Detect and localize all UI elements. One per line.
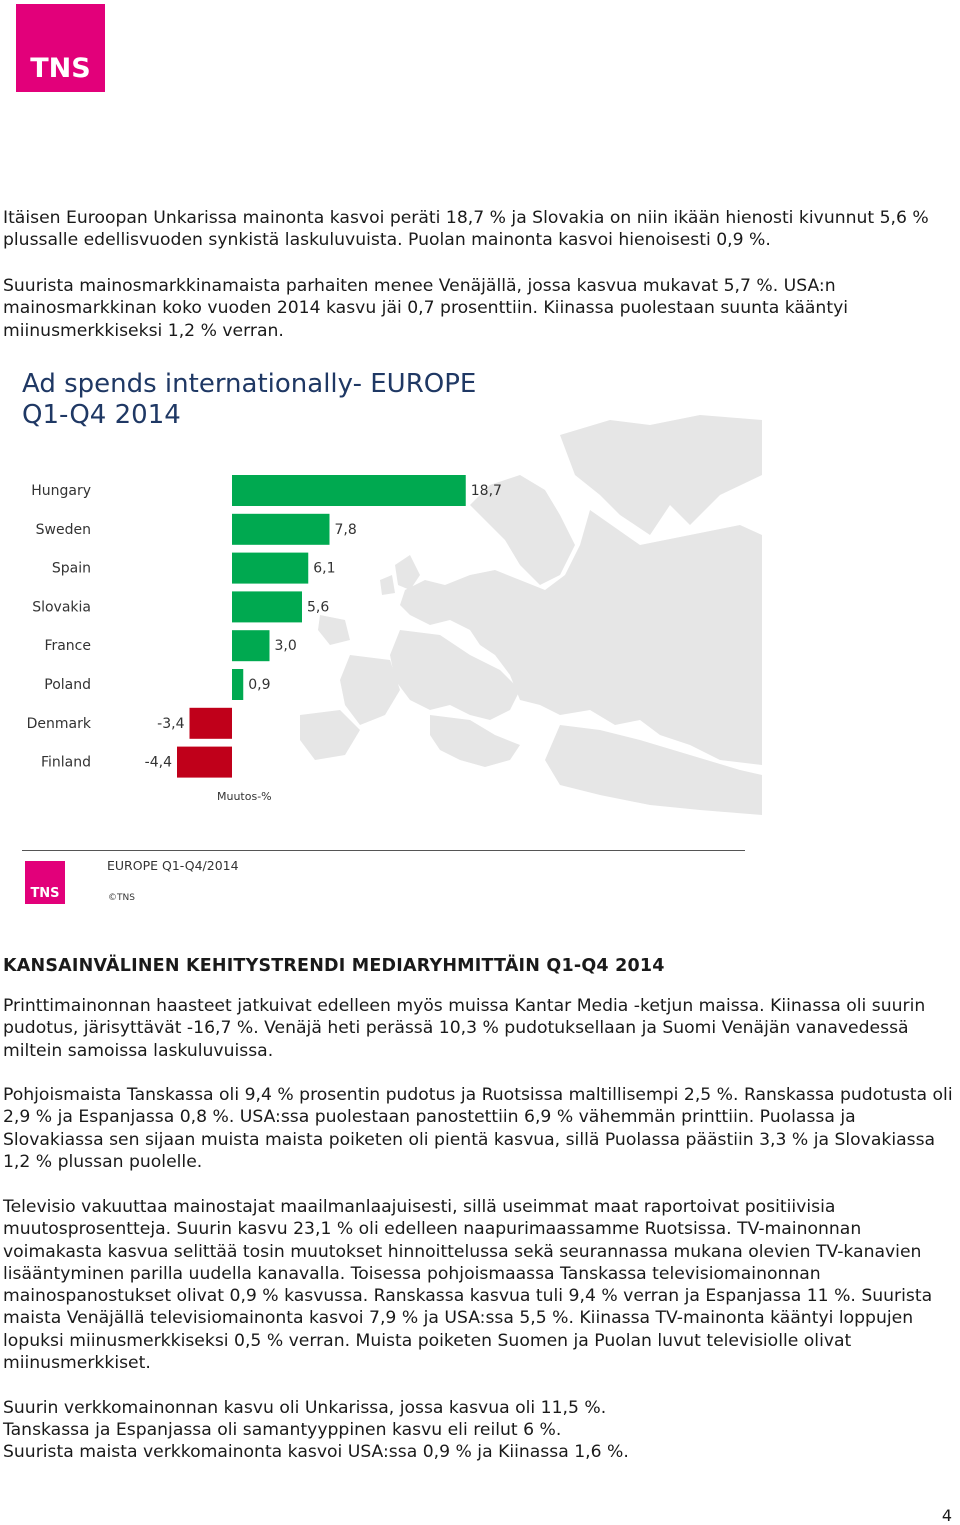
category-label: Slovakia — [32, 599, 91, 616]
bar-denmark — [190, 708, 233, 739]
slide-footer-divider — [22, 850, 745, 851]
value-label: 7,8 — [334, 521, 357, 538]
category-label: Finland — [40, 754, 91, 771]
section-heading: KANSAINVÄLINEN KEHITYSTRENDI MEDIARYHMITTÄIN Q1-Q4 2014 — [3, 956, 665, 976]
paragraph-television: Televisio vakuuttaa mainostajat maailmanlaajuisesti, sillä useimmat maat raportoivat positiivisia muutosprosentteja. Suurin kasvu 23,1 % oli edelleen naapurimaassamme Ruotsissa. TV-mainonnan voimakasta kasvua selittää tosin muutokset hinnoittelussa sekä seurannassa mukana olevien TV-kanavien lisääntyminen parilla uudella kanavalla. Toisessa pohjoismaassa Tanskassa televisiomainonnan mainospanostukset olivat 0,9 % kasvussa. Ranskassa kasvua tuli 9,4 % verran ja Espanjassa 11 %. Suurista maista Venäjällä televisiomainonta kasvoi 7,9 % ja USA:ssa 5,5 %. Kiinassa TV-mainonta kääntyi loppujen lopuksi miinusmerkkiseksi 0,5 % verran. Muista poiketen Suomen ja Puolan luvut televisiolle olivat miinusmerkkiset. — [3, 1197, 933, 1374]
bar-poland — [232, 669, 243, 700]
value-label: -3,4 — [157, 715, 185, 732]
value-label: -4,4 — [144, 754, 172, 771]
value-label: 0,9 — [248, 677, 271, 693]
slide-subtitle: Q1-Q4 2014 — [22, 400, 181, 430]
tns-mini-logo: TNS — [25, 861, 65, 904]
paragraph-eastern-europe: Itäisen Euroopan Unkarissa mainonta kasvoi peräti 18,7 % ja Slovakia on niin ikään hienosti kivunnut 5,6 % plussalle edellisvuoden synkistä laskuluvuista. Puolan mainonta kasvoi hienoisesti 0,9 %. — [3, 208, 929, 251]
bar-slovakia — [232, 591, 302, 622]
x-axis-label: Muutos-% — [217, 790, 272, 803]
bar-hungary — [232, 475, 466, 506]
paragraph-online-1: Suurin verkkomainonnan kasvu oli Unkarissa, jossa kasvua oli 11,5 %. — [3, 1398, 607, 1418]
paragraph-print: Printtimainonnan haasteet jatkuivat edelleen myös muissa Kantar Media -ketjun maissa. Kiinassa oli suurin pudotus, järisyttävät -16,7 %. Venäjä heti perässä 10,3 % pudotuksellaan ja Suomi Venäjän vanavedessä miltein samoissa laskuluvuissa. — [3, 996, 926, 1061]
category-label: Hungary — [31, 483, 91, 499]
chart-slide — [0, 355, 770, 915]
bar-sweden — [232, 514, 330, 545]
value-label: 6,1 — [313, 560, 336, 577]
bar-finland — [177, 747, 232, 778]
category-label: France — [44, 638, 91, 655]
paragraph-large-markets: Suurista mainosmarkkinamaista parhaiten menee Venäjällä, jossa kasvua mukavat 5,7 %. USA:n mainosmarkkinan koko vuoden 2014 kasvu jäi 0,7 prosenttiin. Kiinassa puolestaan suunta kääntyi miinusmerkkiseksi 1,2 % verran. — [3, 276, 849, 341]
value-label: 18,7 — [470, 483, 502, 499]
paragraph-online-3: Suurista maista verkkomainonta kasvoi USA:ssa 0,9 % ja Kiinassa 1,6 %. — [3, 1442, 629, 1462]
slide-footer-label: EUROPE Q1-Q4/2014 — [107, 858, 239, 873]
category-label: Poland — [44, 677, 91, 693]
category-label: Sweden — [35, 521, 91, 538]
paragraph-online-2: Tanskassa ja Espanjassa oli samantyyppinen kasvu eli reilut 6 %. — [3, 1420, 562, 1440]
slide-title: Ad spends internationally- EUROPE — [22, 369, 477, 399]
bar-chart — [0, 465, 520, 805]
category-label: Denmark — [26, 715, 91, 732]
bar-france — [232, 630, 270, 661]
value-label: 5,6 — [307, 599, 330, 616]
slide-footer-copyright: ©TNS — [108, 893, 135, 903]
value-label: 3,0 — [274, 638, 297, 655]
bar-spain — [232, 553, 308, 584]
paragraph-nordics: Pohjoismaista Tanskassa oli 9,4 % prosentin pudotus ja Ruotsissa maltillisempi 2,5 %. Ranskassa pudotusta oli 2,9 % ja Espanjassa 0,8 %. USA:ssa puolestaan panostettiin 6,9 % vähemmän printtiin. Puolassa ja Slovakiassa sen sijaan muista maista poiketen oli pientä kasvua, sillä Puolassa päästiin 3,3 % ja Slovakiassa 1,2 % plussan puolelle. — [3, 1085, 953, 1172]
tns-logo: TNS — [16, 4, 105, 92]
page-number: 4 — [941, 1506, 952, 1525]
category-label: Spain — [51, 560, 91, 577]
